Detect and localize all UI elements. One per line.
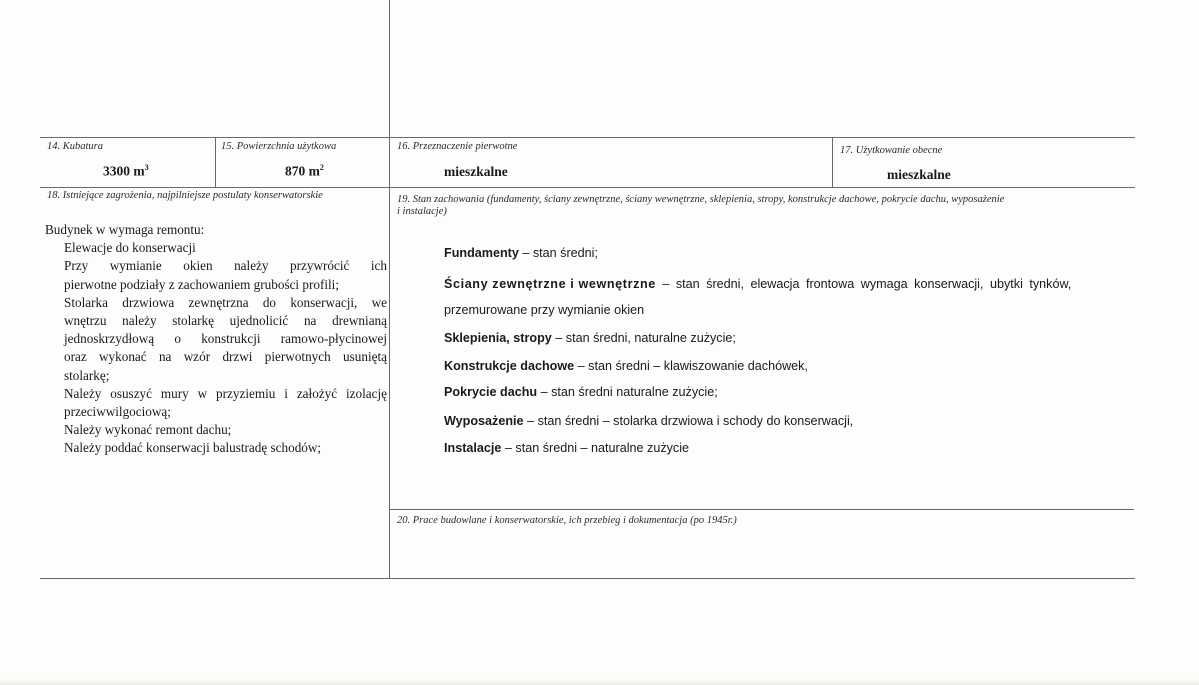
divider-top [40,137,1135,138]
s18-line: Należy osuszyć mury w przyziemiu i założyć izolację [64,385,387,401]
s18-line: Elewacje do konserwacji [64,240,196,256]
s19-text: – stan średni; [518,246,598,260]
s18-line: wnętrzu należy stolarkę ujednolicić na drewnianą [64,313,387,329]
s19-term: Pokrycie dachu [444,385,538,399]
field-17-label: 17. Użytkowanie obecne [840,145,943,156]
s19-term: Konstrukcje dachowe [444,359,575,373]
section-19-label-line1: 19. Stan zachowania (fundamenty, ściany zewnętrzne, ściany wewnętrzne, sklepienia, stropy, konstrukcje dachowe, pokrycie dachu, wyposażenie [397,194,1005,205]
s18-line: przeciwwilgociową; [64,404,171,420]
s18-line: Stolarka drzwiowa zewnętrzna do konserwacji, we [64,294,387,310]
s19-term: Sklepienia, stropy [444,331,552,345]
section-20-label: 20. Prace budowlane i konserwatorskie, ich przebieg i dokumentacja (po 1945r.) [397,515,737,526]
divider-vertical-main [389,0,390,578]
s19-item-instalacje [444,440,689,456]
divider-bottom [40,578,1135,579]
s19-item-sklepienia [444,330,736,346]
section-18-label: 18. Istniejące zagrożenia, najpilniejsze postulaty konserwatorskie [47,190,323,201]
section-19-label-line2: i instalacje) [397,206,447,217]
divider-row2 [40,187,1135,188]
s19-text: – stan średni – stolarka drzwiowa i schody do konserwacji, [523,414,854,428]
scan-edge [0,679,1199,685]
s18-line: Należy poddać konserwacji balustradę schodów; [64,440,322,456]
s18-line: Należy wykonać remont dachu; [64,422,232,438]
s19-text: – stan średni, naturalne zużycie; [551,331,736,345]
s19-term: Ściany zewnętrzne i wewnętrzne [444,277,656,291]
s19-term: Wyposażenie [444,414,524,428]
field-14-label: 14. Kubatura [47,141,104,152]
field-17-value: mieszkalne [887,167,951,182]
s18-line: pierwotne podziały z zachowaniem grubości profili; [64,276,340,292]
s18-line: Przy wymianie okien należy przywrócić ich [64,258,387,274]
s19-text: – stan średni – naturalne zużycie [501,441,690,455]
s19-item-sciany-cont [444,302,644,318]
field-16-label: 16. Przeznaczenie pierwotne [397,141,518,152]
divider-19-20 [389,509,1134,510]
field-15-value [285,163,324,180]
s19-text: – stan średni, elewacja frontowa wymaga konserwacji, ubytki tynków, [655,277,1072,291]
field-15-label: 15. Powierzchnia użytkowa [221,141,337,152]
s19-term: Instalacje [444,441,502,455]
field-16-value: mieszkalne [444,164,508,179]
section-18-body [45,221,387,458]
field-15-unit-sup: 2 [319,163,324,172]
field-14-value [103,163,149,180]
s19-term: Fundamenty [444,246,519,260]
s18-line: stolarkę; [64,367,110,383]
s19-text: – stan średni naturalne zużycie; [537,385,718,399]
field-14-value-text: 3300 m [103,163,145,179]
divider-16-17 [832,137,833,187]
s19-text: przemurowane przy wymianie okien [444,303,645,317]
s19-item-konstrukcje [444,358,808,374]
s19-text: – stan średni – klawiszowanie dachówek, [574,359,808,373]
divider-14-15 [215,137,216,187]
s18-line: Budynek w wymaga remontu: [45,222,205,237]
field-14-unit-sup: 3 [144,163,149,172]
s19-item-pokrycie [444,384,718,400]
s19-item-fundamenty [444,245,598,261]
s19-item-sciany [444,276,1128,292]
s18-line: jednoskrzydłową o konstrukcji ramowo-płycinowej [64,331,387,347]
s19-item-wyposazenie [444,413,853,429]
field-15-value-text: 870 m [285,163,320,179]
s18-line: oraz wykonać na wzór drzwi pierwotnych usuniętą [64,349,387,365]
